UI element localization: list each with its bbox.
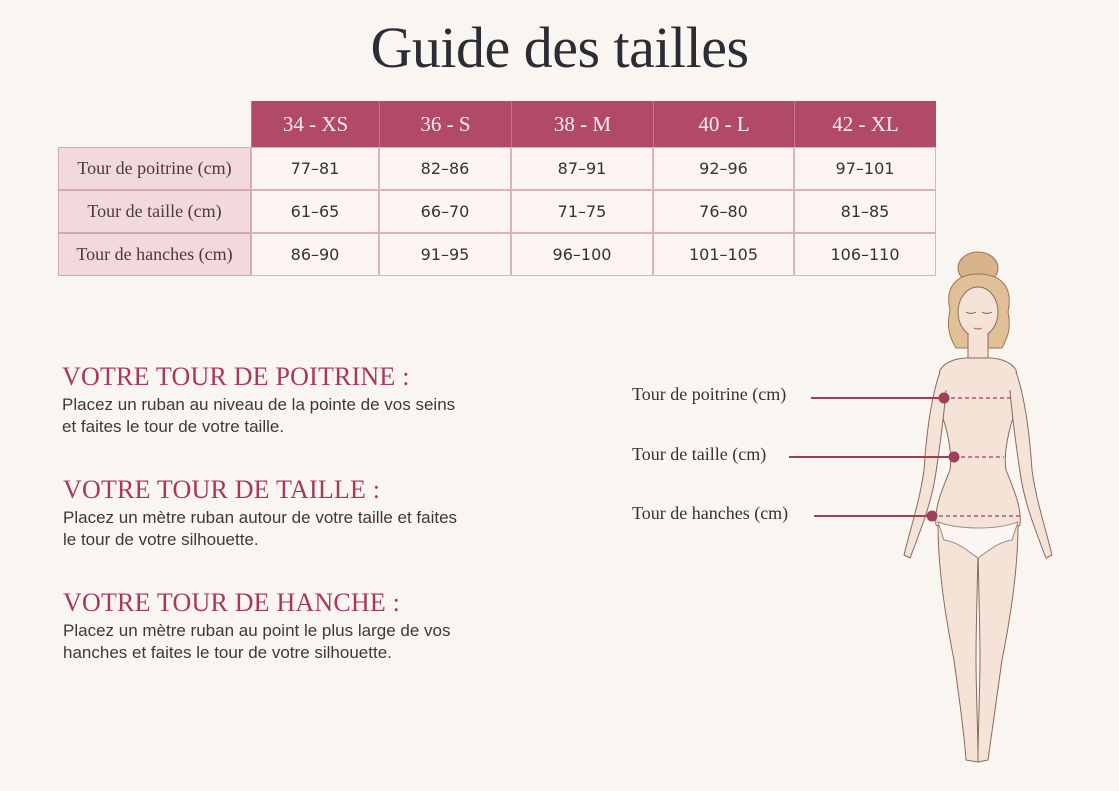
instruction-hanche	[63, 588, 533, 664]
row-label-taille: Tour de taille (cm)	[58, 190, 251, 233]
size-header-xl: 42 - XL	[794, 101, 936, 147]
instruction-poitrine	[62, 362, 532, 438]
size-header-xs: 34 - XS	[251, 101, 379, 147]
instruction-heading: VOTRE TOUR DE TAILLE :	[63, 475, 381, 504]
table-cell: 61–65	[251, 190, 379, 233]
row-label-poitrine: Tour de poitrine (cm)	[58, 147, 251, 190]
measure-label-hanches: Tour de hanches (cm)	[632, 503, 789, 523]
table-cell: 101–105	[653, 233, 794, 276]
instruction-text	[63, 620, 533, 664]
instruction-text	[63, 507, 533, 551]
table-cell: 87–91	[511, 147, 653, 190]
table-cell: 81–85	[794, 190, 936, 233]
woman-figure-icon	[880, 240, 1080, 785]
instruction-line: hanches et faites le tour de votre silhouette.	[63, 643, 392, 662]
measure-label-poitrine: Tour de poitrine (cm)	[632, 384, 787, 404]
instruction-line: et faites le tour de votre taille.	[62, 417, 285, 436]
instruction-text	[62, 394, 532, 438]
instruction-line: le tour de votre silhouette.	[63, 530, 259, 549]
instruction-taille	[63, 475, 533, 551]
table-cell: 92–96	[653, 147, 794, 190]
table-cell: 76–80	[653, 190, 794, 233]
size-header-m: 38 - M	[511, 101, 653, 147]
table-cell: 106–110	[794, 233, 936, 276]
table-cell: 77–81	[251, 147, 379, 190]
instruction-heading: VOTRE TOUR DE HANCHE :	[63, 588, 401, 617]
instruction-line: Placez un mètre ruban au point le plus large de vos	[63, 621, 451, 640]
table-cell: 86–90	[251, 233, 379, 276]
table-cell: 71–75	[511, 190, 653, 233]
table-cell: 91–95	[379, 233, 511, 276]
page-title: Guide des tailles	[370, 15, 749, 80]
instruction-heading: VOTRE TOUR DE POITRINE :	[62, 362, 410, 391]
table-cell: 66–70	[379, 190, 511, 233]
size-header-s: 36 - S	[379, 101, 511, 147]
table-cell: 97–101	[794, 147, 936, 190]
instruction-line: Placez un ruban au niveau de la pointe de vos seins	[62, 395, 456, 414]
table-cell: 82–86	[379, 147, 511, 190]
instruction-line: Placez un mètre ruban autour de votre taille et faites	[63, 508, 458, 527]
row-label-hanches: Tour de hanches (cm)	[58, 233, 251, 276]
measure-label-taille: Tour de taille (cm)	[632, 444, 767, 464]
table-cell: 96–100	[511, 233, 653, 276]
size-header-l: 40 - L	[653, 101, 794, 147]
